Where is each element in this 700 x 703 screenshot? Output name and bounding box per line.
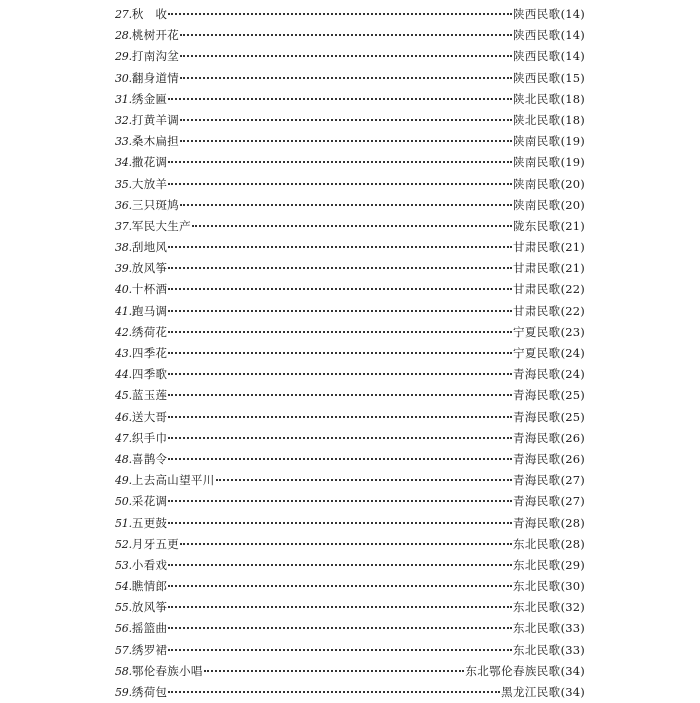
entry-number: 31. [115,92,132,106]
page-number: (14) [560,28,585,43]
page-number: (26) [560,430,585,445]
entry-number: 51. [115,516,132,530]
toc-entry [115,470,585,491]
dot-leader [168,287,512,290]
song-title: 采花调 [131,494,168,509]
toc-entry [115,428,585,449]
song-source: 陕西民歌 [512,70,561,85]
song-title: 绣罗裙 [131,642,168,657]
song-title: 瞧情郎 [131,579,168,594]
dot-leader [168,626,512,629]
toc-entry [115,279,585,300]
song-title: 蓝玉莲 [131,388,168,403]
song-source: 甘肃民歌 [512,261,561,276]
dot-leader [168,690,500,693]
entry-number: 59. [115,686,132,699]
toc-entry [115,640,585,661]
entry-number: 35. [115,177,132,191]
song-title: 军民大生产 [131,218,191,233]
dot-leader [180,542,512,545]
dot-leader [168,309,512,312]
song-title: 打黄羊调 [131,112,180,127]
toc-entry [115,89,585,110]
dot-leader [168,160,512,163]
entry-number: 47. [115,431,132,445]
entry-number: 52. [115,537,132,551]
song-title: 秋 收 [131,7,168,21]
entry-number: 54. [115,580,132,594]
song-source: 东北民歌 [512,557,561,572]
dot-leader [180,33,512,36]
entry-number: 50. [115,495,132,509]
toc-entry [115,555,585,576]
toc-entry [115,661,585,682]
dot-leader [180,139,512,142]
song-source: 黑龙江民歌 [501,685,561,699]
song-source: 宁夏民歌 [512,346,561,360]
page-number: (30) [560,579,585,594]
song-title: 打南沟坌 [131,49,180,64]
song-source: 陕南民歌 [512,176,561,191]
toc-entry [115,4,585,25]
page-number: (28) [560,515,585,530]
song-title: 刮地风 [131,240,168,255]
toc-entry [115,152,585,173]
toc-entry [115,110,585,131]
song-title: 喜鹊令 [131,451,168,466]
song-source: 陕南民歌 [512,197,561,212]
song-title: 十杯酒 [131,282,168,297]
entry-number: 40. [115,283,132,297]
page-number: (14) [560,49,585,64]
dot-leader [192,224,512,227]
page-number: (21) [560,240,585,255]
page-number: (19) [560,134,585,149]
song-source: 陕南民歌 [512,134,561,149]
toc-entry [115,322,585,343]
page-number: (28) [560,536,585,551]
song-title: 月牙五更 [131,536,180,551]
dot-leader [216,478,512,481]
song-title: 桑木扁担 [131,134,180,149]
song-title: 送大哥 [131,409,168,424]
entry-number: 55. [115,601,132,615]
page-number: (20) [560,197,585,212]
toc-entry [115,364,585,385]
page-number: (18) [560,91,585,106]
entry-number: 37. [115,219,132,233]
entry-number: 39. [115,262,132,276]
page-number: (34) [560,663,585,678]
song-title: 上去高山望平川 [131,473,215,488]
toc-entry [115,343,585,364]
toc-entry [115,407,585,428]
dot-leader [168,584,512,587]
toc-entry [115,68,585,89]
toc-entry [115,576,585,597]
song-title: 绣荷花 [131,324,168,339]
song-title: 小看戏 [131,557,168,572]
entry-number: 48. [115,452,132,466]
toc-entry [115,449,585,470]
song-title: 绣金匾 [131,91,168,106]
song-source: 甘肃民歌 [512,282,561,297]
song-source: 甘肃民歌 [512,240,561,255]
dot-leader [168,605,512,608]
dot-leader [168,415,512,418]
page-number: (24) [560,367,585,382]
entry-number: 46. [115,410,132,424]
table-of-contents [115,4,585,703]
toc-entry [115,258,585,279]
dot-leader [180,203,512,206]
page-number: (14) [560,7,585,21]
song-source: 东北民歌 [512,621,561,636]
toc-entry [115,385,585,406]
entry-number: 53. [115,558,132,572]
dot-leader [168,245,512,248]
song-source: 陕西民歌 [512,49,561,64]
page-number: (22) [560,303,585,318]
song-source: 青海民歌 [512,515,561,530]
toc-entry [115,513,585,534]
song-source: 甘肃民歌 [512,303,561,318]
entry-number: 30. [115,71,132,85]
page-number: (21) [560,218,585,233]
song-source: 东北民歌 [512,642,561,657]
toc-entry [115,491,585,512]
page-number: (33) [560,642,585,657]
dot-leader [168,521,512,524]
toc-entry [115,301,585,322]
song-source: 陇东民歌 [512,218,561,233]
dot-leader [180,76,512,79]
toc-entry [115,618,585,639]
page-number: (23) [560,324,585,339]
toc-entry [115,174,585,195]
song-title: 织手巾 [131,430,168,445]
dot-leader [180,54,512,57]
toc-entry [115,216,585,237]
dot-leader [168,563,512,566]
song-title: 跑马调 [131,303,168,318]
song-source: 青海民歌 [512,451,561,466]
page-number: (27) [560,473,585,488]
dot-leader [168,393,512,396]
song-source: 陕南民歌 [512,155,561,170]
page-number: (26) [560,451,585,466]
page-number: (25) [560,388,585,403]
page-number: (33) [560,621,585,636]
dot-leader [180,118,512,121]
song-title: 摇篮曲 [131,621,168,636]
song-title: 放风筝 [131,600,168,615]
toc-entry [115,131,585,152]
song-title: 撒花调 [131,155,168,170]
song-source: 青海民歌 [512,473,561,488]
entry-number: 27. [115,8,132,21]
song-source: 青海民歌 [512,494,561,509]
toc-entry [115,597,585,618]
page-number: (29) [560,557,585,572]
page-number: (22) [560,282,585,297]
song-title: 放风筝 [131,261,168,276]
dot-leader [168,182,512,185]
entry-number: 44. [115,368,132,382]
toc-entry [115,237,585,258]
entry-number: 36. [115,198,132,212]
entry-number: 49. [115,474,132,488]
song-source: 东北鄂伦春族民歌 [465,663,561,678]
entry-number: 29. [115,50,132,64]
entry-number: 43. [115,347,132,360]
page-number: (25) [560,409,585,424]
entry-number: 58. [115,664,132,678]
page-number: (24) [560,346,585,360]
dot-leader [168,499,512,502]
dot-leader [168,648,512,651]
dot-leader [204,669,465,672]
page-number: (21) [560,261,585,276]
entry-number: 32. [115,113,132,127]
song-title: 四季花 [131,346,168,360]
song-title: 绣荷包 [131,685,168,699]
entry-number: 57. [115,643,132,657]
toc-entry [115,534,585,555]
song-source: 东北民歌 [512,536,561,551]
page-number: (34) [560,685,585,699]
song-source: 青海民歌 [512,367,561,382]
song-source: 青海民歌 [512,388,561,403]
entry-number: 41. [115,304,132,318]
entry-number: 45. [115,389,132,403]
toc-entry [115,25,585,46]
entry-number: 42. [115,325,132,339]
song-title: 五更鼓 [131,515,168,530]
page-number: (27) [560,494,585,509]
dot-leader [168,372,512,375]
song-source: 陕北民歌 [512,112,561,127]
page-number: (15) [560,70,585,85]
toc-entry [115,195,585,216]
song-title: 翻身道情 [131,70,180,85]
toc-entry [115,46,585,67]
song-title: 三只斑鸠 [131,197,180,212]
song-source: 青海民歌 [512,409,561,424]
entry-number: 33. [115,135,132,149]
dot-leader [168,12,512,15]
entry-number: 28. [115,29,132,43]
page-number: (18) [560,112,585,127]
entry-number: 38. [115,241,132,255]
entry-number: 56. [115,622,132,636]
dot-leader [168,330,512,333]
dot-leader [168,457,512,460]
page-number: (32) [560,600,585,615]
song-source: 青海民歌 [512,430,561,445]
page-number: (19) [560,155,585,170]
dot-leader [168,436,512,439]
song-title: 大放羊 [131,176,168,191]
page-number: (20) [560,176,585,191]
song-title: 鄂伦春族小唱 [131,663,203,678]
dot-leader [168,97,512,100]
song-source: 东北民歌 [512,600,561,615]
song-title: 桃树开花 [131,28,180,43]
song-source: 宁夏民歌 [512,324,561,339]
entry-number: 34. [115,156,132,170]
song-source: 东北民歌 [512,579,561,594]
song-source: 陕西民歌 [512,28,561,43]
dot-leader [168,351,512,354]
song-source: 陕北民歌 [512,91,561,106]
song-title: 四季歌 [131,367,168,382]
dot-leader [168,266,512,269]
song-source: 陕西民歌 [512,7,561,21]
